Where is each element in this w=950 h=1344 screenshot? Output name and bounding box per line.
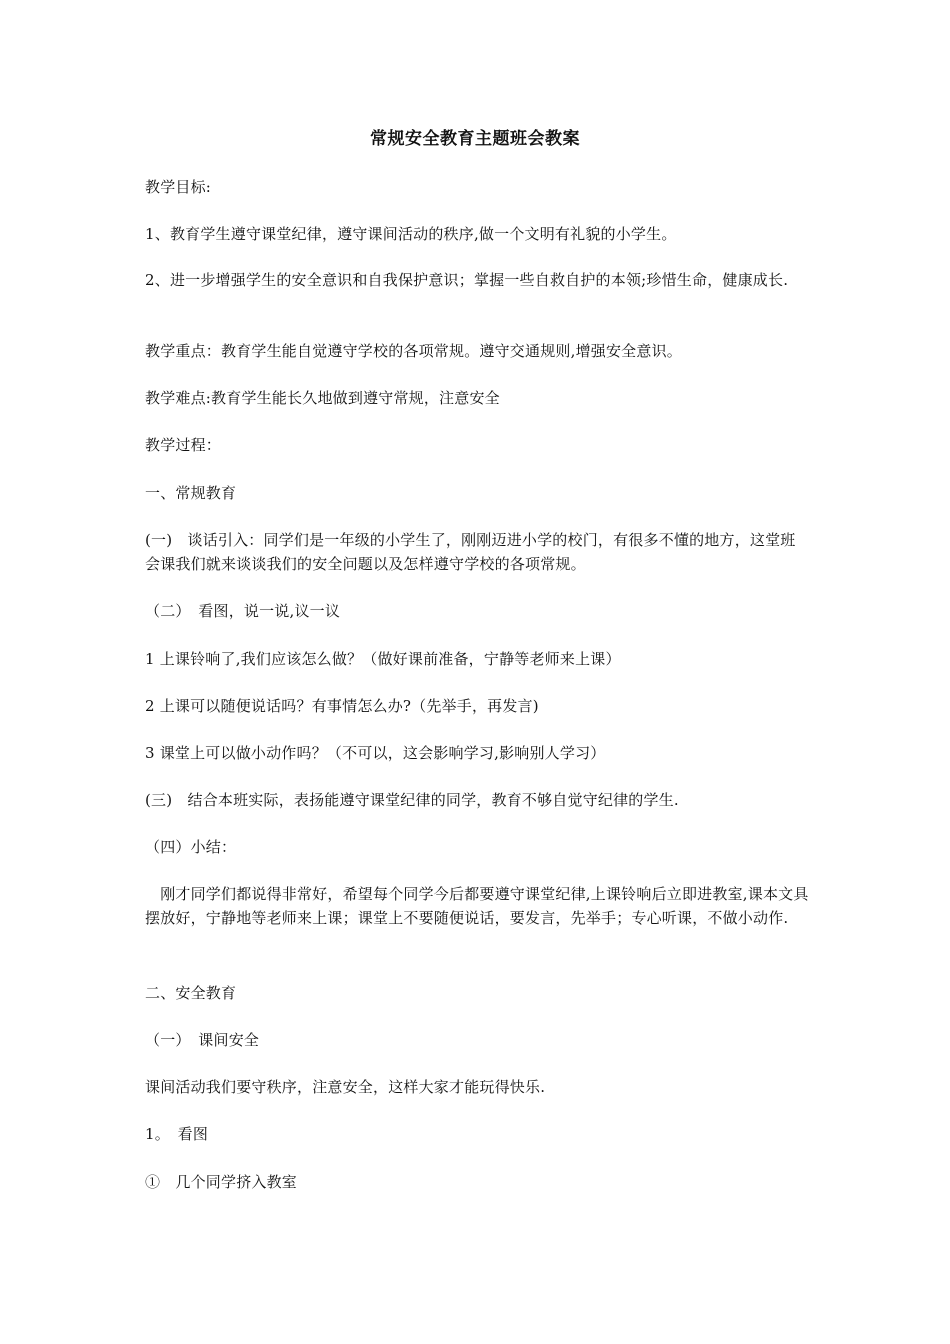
objective-item-1: 1、教育学生遵守课堂纪律，遵守课间活动的秩序,做一个文明有礼貌的小学生。 [145,225,677,243]
teaching-difficulties: 教学难点:教育学生能长久地做到遵守常规，注意安全 [145,389,500,407]
subheading-look-and-discuss: （二） 看图，说一说,议一议 [145,602,341,620]
list-item-crowding-classroom: ① 几个同学挤入教室 [145,1173,298,1191]
section-heading-objectives: 教学目标: [145,178,212,196]
paragraph-summary: 刚才同学们都说得非常好，希望每个同学今后都要遵守课堂纪律,上课铃响后立即进教室,课本文具摆放好，宁静地等老师来上课；课堂上不要随便说话，要发言，先举手；专心听课，不做小动作. [145,885,809,927]
paragraph-introduction: (一) 谈话引入：同学们是一年级的小学生了，刚刚迈进小学的校门，有很多不懂的地方，这堂班会课我们就来谈谈我们的安全问题以及怎样遵守学校的各项常规。 [145,531,796,573]
section-heading-routine-education: 一、常规教育 [145,484,237,502]
section-heading-safety-education: 二、安全教育 [145,984,237,1002]
objective-item-2: 2、进一步增强学生的安全意识和自我保护意识；掌握一些自救自护的本领;珍惜生命，健康成长. [145,271,789,289]
document-title: 常规安全教育主题班会教案 [370,129,580,149]
subheading-break-safety: （一） 课间安全 [145,1031,260,1049]
teaching-key-points: 教学重点：教育学生能自觉遵守学校的各项常规。遵守交通规则,增强安全意识。 [145,342,682,360]
question-item-2: 2 上课可以随便说话吗？有事情怎么办?（先举手，再发言) [145,697,539,715]
question-item-1: 1 上课铃响了,我们应该怎么做？（做好课前准备，宁静等老师来上课） [145,650,621,668]
list-item-look-at-picture: 1。 看图 [145,1125,209,1143]
section-heading-process: 教学过程： [145,436,222,454]
paragraph-class-praise: (三) 结合本班实际，表扬能遵守课堂纪律的同学，教育不够自觉守纪律的学生. [145,791,679,809]
question-item-3: 3 课堂上可以做小动作吗？（不可以，这会影响学习,影响别人学习） [145,744,606,762]
subheading-summary: （四）小结： [145,838,237,856]
paragraph-break-activities: 课间活动我们要守秩序，注意安全，这样大家才能玩得快乐. [145,1078,546,1096]
